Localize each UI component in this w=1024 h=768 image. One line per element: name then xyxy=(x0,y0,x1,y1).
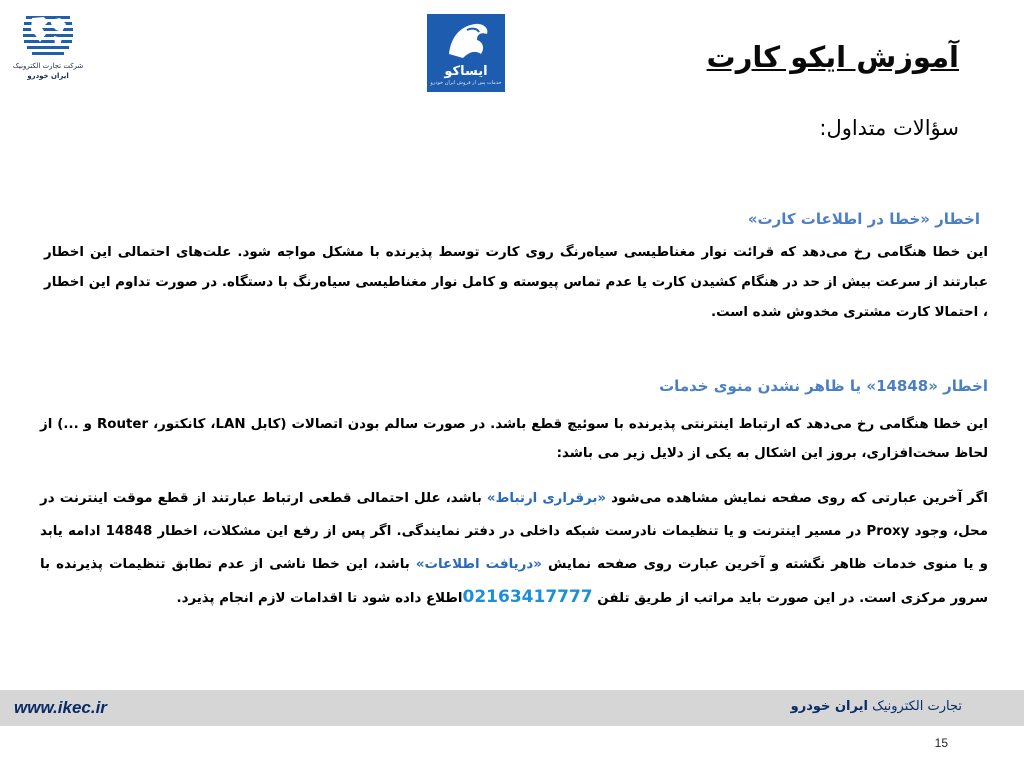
paragraph-text: اطلاع داده شود تا اقدامات لازم انجام پذیرد. xyxy=(176,591,463,606)
paragraph-text: این خطا هنگامی رخ می‌دهد که ارتباط اینترنتی پذیرنده با سوئیچ قطع باشد. در صورت سالم بودن اتصالات (کابل xyxy=(245,417,989,432)
section-body-14848-error xyxy=(40,410,988,468)
paragraph-text: و ...) از لحاظ سخت‌افزاری، بروز این اشکال به یکی از دلایل زیر می باشد: xyxy=(40,417,988,461)
isaco-tagline: خدمات پس از فروش ایران خودرو xyxy=(430,80,502,86)
website-link[interactable]: www.ikec.ir xyxy=(14,698,107,717)
isaco-logo xyxy=(427,14,505,92)
lion-emblem-icon xyxy=(427,14,505,66)
term-router: Router xyxy=(96,417,149,432)
page-subtitle: سؤالات متداول: xyxy=(819,116,959,140)
page-number: 15 xyxy=(934,736,948,750)
footer-company-prefix: تجارت الکترونیک xyxy=(867,699,962,714)
footer-bar xyxy=(0,690,1024,726)
term-lan: LAN xyxy=(215,417,246,432)
support-phone: 02163417777 xyxy=(462,587,593,607)
paragraph-text: اگر آخرین عبارتی که روی صفحه نمایش مشاهده می‌شود xyxy=(606,491,988,506)
paragraph-text: ، کانکتور، xyxy=(148,417,216,432)
paragraph-text: باشد، این خطا ناشی از عدم تطابق تنظیمات پذیرنده با سرور مرکزی است. در این صورت باید مراتب از طریق تلفن xyxy=(40,557,988,606)
logo-caption-line2: ایران خودرو xyxy=(27,72,69,80)
quote-receiving-data: «دریافت اطلاعات» xyxy=(415,557,542,572)
section-heading-card-error: اخطار «خطا در اطلاعات کارت» xyxy=(747,210,980,228)
isaco-wordmark: ایساکو xyxy=(444,64,488,79)
quote-connecting: «برقراری ارتباط» xyxy=(486,491,607,506)
term-proxy: Proxy xyxy=(866,524,910,539)
section-body-causes xyxy=(40,482,988,615)
section-body-card-error: این خطا هنگامی رخ می‌دهد که قرائت نوار مغناطیسی سیاه‌رنگ روی کارت توسط پذیرنده با مشکل مواجه شود. علت‌های احتمالی این اخطار عبارتند از سرعت بیش از حد در هنگام کشیدن کارت یا عدم تماس پیوسته و کامل نوار مغناطیسی سیاه‌رنگ با دستگاه. در صورت تداوم این اخطار ، احتمالا کارت مشتری مخدوش شده است. xyxy=(44,245,988,320)
globe-map-icon xyxy=(22,8,74,60)
page-title: آموزش ایکو کارت xyxy=(706,40,959,74)
paragraph-text: در مسیر اینترنت و یا تنظیمات نادرست شبکه داخلی در دفتر نمایندگی. اگر پس از رفع این مشکلات، اخطار 14848 ادامه یابد و یا منوی خدمات ظاهر نگشته و آخرین عبارت روی صفحه نمایش xyxy=(40,524,988,572)
paragraph-text: باشد، علل احتمالی قطعی ارتباط عبارتند از قطع موقت اینترنت در محل، وجود xyxy=(40,491,988,539)
footer-company xyxy=(791,699,962,714)
logo-caption-line1: شرکت تجارت الکترونیک xyxy=(12,62,84,70)
company-logo xyxy=(8,6,88,86)
footer-company-name: ایران خودرو xyxy=(790,699,868,714)
section-heading-14848-error: اخطار «14848» یا ظاهر نشدن منوی خدمات xyxy=(659,377,988,395)
